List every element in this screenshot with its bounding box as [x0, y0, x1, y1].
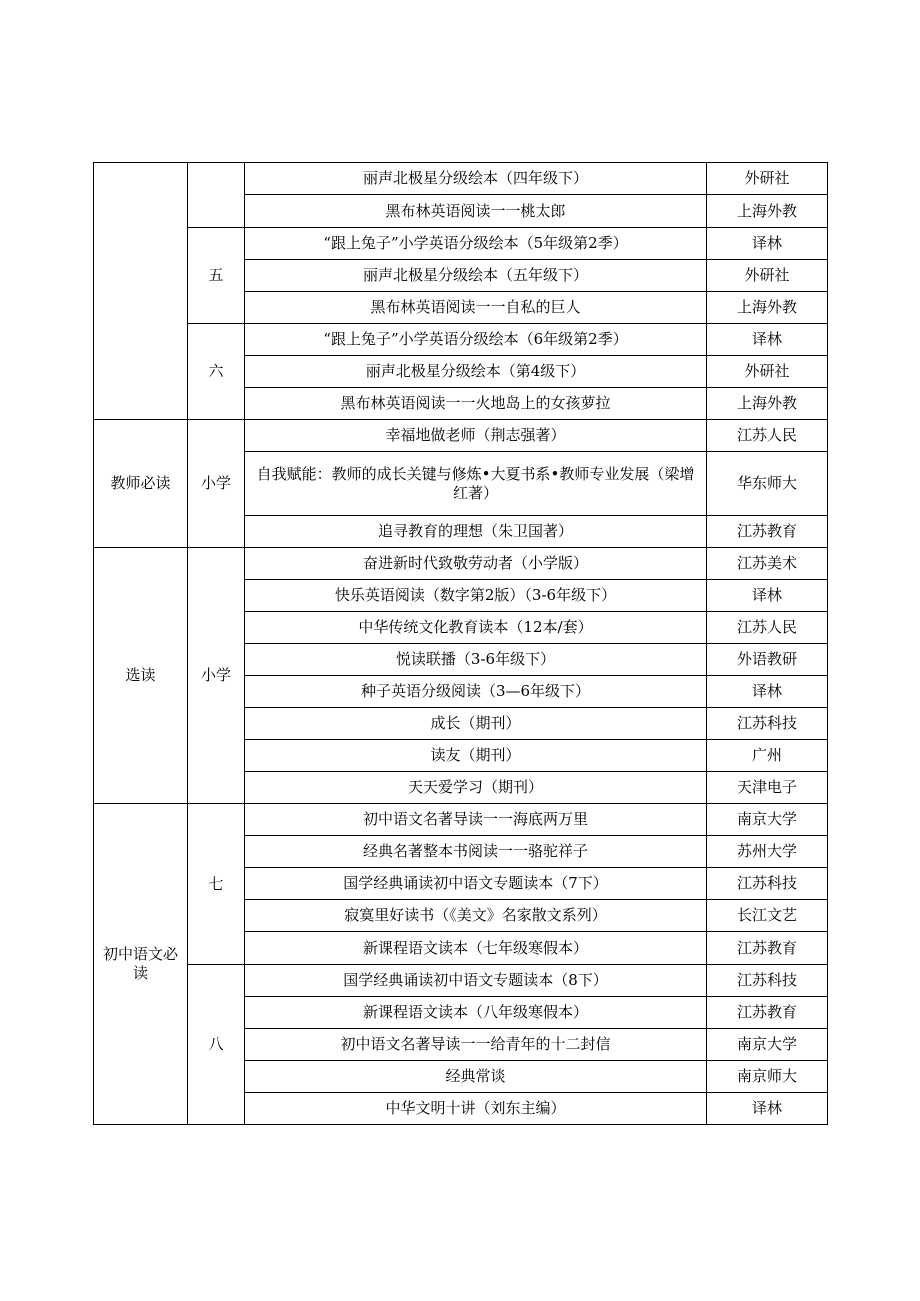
book-title-cell: 丽声北极星分级绘本（五年级下） — [245, 260, 707, 292]
grade-cell: 八 — [188, 965, 245, 1125]
book-title-cell: 天天爱学习（期刊） — [245, 772, 707, 804]
publisher-cell: 外研社 — [707, 356, 828, 388]
grade-cell: 六 — [188, 324, 245, 420]
book-title-cell: 幸福地做老师（荆志强著） — [245, 420, 707, 452]
book-title-cell: 奋进新时代致敬劳动者（小学版） — [245, 548, 707, 580]
publisher-cell: 天津电子 — [707, 772, 828, 804]
publisher-cell: 江苏人民 — [707, 612, 828, 644]
book-title-cell: 黑布林英语阅读一一火地岛上的女孩萝拉 — [245, 388, 707, 420]
grade-cell: 小学 — [188, 548, 245, 804]
book-title-cell: 丽声北极星分级绘本（四年级下） — [245, 163, 707, 195]
grade-cell: 五 — [188, 228, 245, 324]
book-title-cell: 黑布林英语阅读一一自私的巨人 — [245, 292, 707, 324]
publisher-cell: 外研社 — [707, 163, 828, 195]
table-row — [94, 965, 828, 997]
publisher-cell: 译林 — [707, 580, 828, 612]
publisher-cell: 江苏教育 — [707, 516, 828, 548]
publisher-cell: 上海外教 — [707, 292, 828, 324]
publisher-cell: 南京大学 — [707, 804, 828, 836]
publisher-cell: 江苏科技 — [707, 965, 828, 997]
book-title-cell: 经典常谈 — [245, 1061, 707, 1093]
book-title-cell: 成长（期刊） — [245, 708, 707, 740]
reading-list-body — [94, 163, 828, 1125]
book-title-cell: 读友（期刊） — [245, 740, 707, 772]
publisher-cell: 上海外教 — [707, 195, 828, 228]
publisher-cell: 译林 — [707, 676, 828, 708]
book-title-cell: 快乐英语阅读（数字第2版）（3-6年级下） — [245, 580, 707, 612]
book-title-cell: 初中语文名著导读一一给青年的十二封信 — [245, 1029, 707, 1061]
table-row — [94, 804, 828, 836]
book-title-cell: 新课程语文读本（七年级寒假本） — [245, 932, 707, 965]
grade-cell: 七 — [188, 804, 245, 965]
reading-list-table — [93, 162, 828, 1125]
book-title-cell: 经典名著整本书阅读一一骆驼祥子 — [245, 836, 707, 868]
publisher-cell: 华东师大 — [707, 452, 828, 516]
category-cell: 教师必读 — [94, 420, 188, 548]
publisher-cell: 外研社 — [707, 260, 828, 292]
book-title-cell: “跟上兔子”小学英语分级绘本（5年级第2季） — [245, 228, 707, 260]
table-row — [94, 228, 828, 260]
publisher-cell: 广州 — [707, 740, 828, 772]
publisher-cell: 译林 — [707, 324, 828, 356]
table-row — [94, 420, 828, 452]
book-title-cell: 种子英语分级阅读（3—6年级下） — [245, 676, 707, 708]
publisher-cell: 江苏美术 — [707, 548, 828, 580]
book-title-cell: “跟上兔子”小学英语分级绘本（6年级第2季） — [245, 324, 707, 356]
book-title-cell: 新课程语文读本（八年级寒假本） — [245, 997, 707, 1029]
publisher-cell: 江苏科技 — [707, 708, 828, 740]
publisher-cell: 江苏教育 — [707, 932, 828, 965]
publisher-cell: 译林 — [707, 228, 828, 260]
publisher-cell: 外语教研 — [707, 644, 828, 676]
book-title-cell: 初中语文名著导读一一海底两万里 — [245, 804, 707, 836]
publisher-cell: 江苏人民 — [707, 420, 828, 452]
category-cell: 选读 — [94, 548, 188, 804]
book-title-cell: 中华文明十讲（刘东主编） — [245, 1093, 707, 1125]
book-title-cell: 寂寞里好读书（《美文》名家散文系列） — [245, 900, 707, 932]
book-title-cell: 丽声北极星分级绘本（第4级下） — [245, 356, 707, 388]
publisher-cell: 译林 — [707, 1093, 828, 1125]
table-row — [94, 324, 828, 356]
publisher-cell: 南京大学 — [707, 1029, 828, 1061]
category-cell — [94, 163, 188, 420]
book-title-cell: 悦读联播（3-6年级下） — [245, 644, 707, 676]
publisher-cell: 江苏教育 — [707, 997, 828, 1029]
publisher-cell: 南京师大 — [707, 1061, 828, 1093]
publisher-cell: 苏州大学 — [707, 836, 828, 868]
publisher-cell: 上海外教 — [707, 388, 828, 420]
grade-cell: 小学 — [188, 420, 245, 548]
book-title-cell: 国学经典诵读初中语文专题读本（7下） — [245, 868, 707, 900]
book-title-cell: 自我赋能：教师的成长关键与修炼•大夏书系•教师专业发展（梁增红著） — [245, 452, 707, 516]
category-cell: 初中语文必读 — [94, 804, 188, 1125]
book-title-cell: 国学经典诵读初中语文专题读本（8下） — [245, 965, 707, 997]
publisher-cell: 江苏科技 — [707, 868, 828, 900]
publisher-cell: 长江文艺 — [707, 900, 828, 932]
table-row — [94, 548, 828, 580]
book-title-cell: 追寻教育的理想（朱卫国著） — [245, 516, 707, 548]
grade-cell — [188, 163, 245, 228]
table-row — [94, 163, 828, 195]
book-title-cell: 中华传统文化教育读本（12本/套） — [245, 612, 707, 644]
book-title-cell: 黑布林英语阅读一一桃太郎 — [245, 195, 707, 228]
